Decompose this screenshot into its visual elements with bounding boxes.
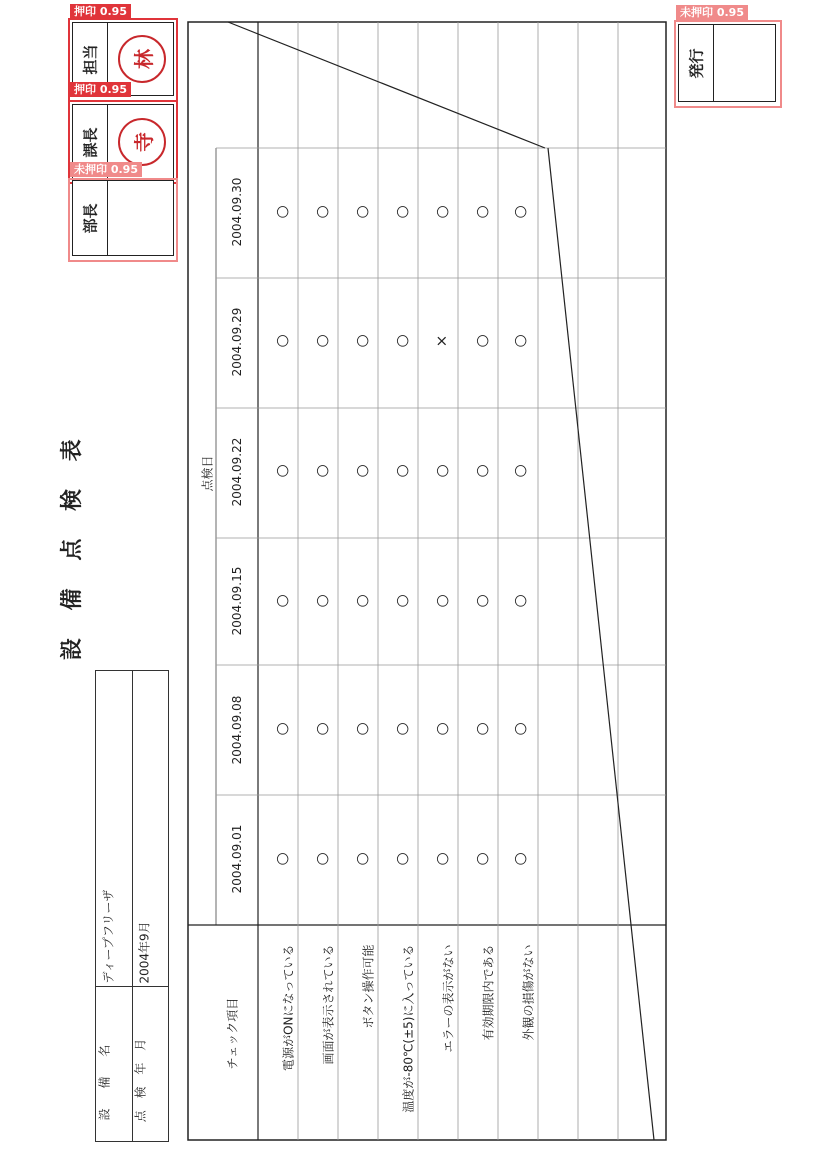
result-mark: ○ (432, 205, 451, 219)
result-mark: ○ (272, 205, 291, 219)
result-mark: ○ (472, 205, 491, 219)
detection-tag-bucho: 未押印 0.95 (70, 162, 142, 177)
result-mark: ○ (272, 594, 291, 608)
result-mark: ○ (510, 722, 529, 736)
result-mark: ○ (392, 594, 411, 608)
result-mark: ○ (272, 464, 291, 478)
result-mark: ○ (352, 594, 371, 608)
result-mark: ○ (392, 334, 411, 348)
date-header: 2004.09.29 (230, 307, 244, 377)
result-mark: ○ (510, 594, 529, 608)
date-header: 2004.09.08 (230, 695, 244, 765)
result-mark: × (432, 334, 451, 348)
inspection-period-value: 2004年9月 (137, 921, 152, 984)
result-mark: ○ (352, 334, 371, 348)
result-mark: ○ (432, 594, 451, 608)
result-mark: ○ (272, 722, 291, 736)
detection-tag-hakko: 未押印 0.95 (676, 5, 748, 20)
result-mark: ○ (472, 334, 491, 348)
result-mark: ○ (312, 852, 331, 866)
approval-seal-tanto: 林 (118, 35, 166, 83)
check-item-label: ボタン操作可能 (361, 944, 376, 1029)
inspection-period-label: 点 検 年 月 (133, 1034, 148, 1123)
result-mark: ○ (510, 852, 529, 866)
result-mark: ○ (510, 205, 529, 219)
result-mark: ○ (352, 722, 371, 736)
result-mark: ○ (510, 464, 529, 478)
approval-label-hakko: 発行 (679, 25, 714, 101)
date-header: 2004.09.30 (230, 177, 244, 247)
result-mark: ○ (472, 594, 491, 608)
result-mark: ○ (392, 722, 411, 736)
result-mark: ○ (472, 464, 491, 478)
equipment-name-value: ディープフリーザ (101, 889, 116, 984)
result-mark: ○ (432, 852, 451, 866)
result-mark: ○ (272, 852, 291, 866)
result-mark: ○ (312, 594, 331, 608)
date-header: 2004.09.15 (230, 566, 244, 636)
result-mark: ○ (312, 205, 331, 219)
approval-label-tanto: 担当 (73, 23, 108, 95)
result-mark: ○ (472, 852, 491, 866)
result-mark: ○ (432, 722, 451, 736)
check-item-label: 温度が-80℃(±5)に入っている (401, 944, 416, 1113)
result-mark: ○ (312, 722, 331, 736)
date-header: 2004.09.22 (230, 437, 244, 507)
check-item-label: 外観の損傷がない (521, 944, 536, 1041)
check-item-label: 画面が表示されている (321, 944, 336, 1065)
result-mark: ○ (510, 334, 529, 348)
check-item-header: チェック項目 (225, 997, 240, 1070)
equipment-name-label: 設 備 名 (97, 1036, 112, 1121)
check-item-label: 電源がONになっている (281, 944, 296, 1071)
page-title: 設 備 点 検 表 (60, 429, 85, 660)
result-mark: ○ (472, 722, 491, 736)
result-mark: ○ (392, 852, 411, 866)
result-mark: ○ (352, 852, 371, 866)
approval-label-bucho: 部長 (73, 181, 108, 255)
check-item-label: エラーの表示がない (441, 944, 456, 1053)
result-mark: ○ (272, 334, 291, 348)
result-mark: ○ (392, 464, 411, 478)
inspection-date-group-header: 点検日 (200, 455, 215, 492)
result-mark: ○ (352, 205, 371, 219)
result-mark: ○ (392, 205, 411, 219)
approval-label-kacho: 課長 (73, 105, 108, 179)
result-mark: ○ (312, 334, 331, 348)
check-item-label: 有効期限内である (481, 944, 496, 1041)
detection-tag-kacho: 押印 0.95 (70, 82, 131, 97)
approval-seal-kacho: 寺 (118, 118, 166, 166)
date-header: 2004.09.01 (230, 824, 244, 894)
result-mark: ○ (352, 464, 371, 478)
result-mark: ○ (312, 464, 331, 478)
result-mark: ○ (432, 464, 451, 478)
detection-tag-tanto: 押印 0.95 (70, 4, 131, 19)
